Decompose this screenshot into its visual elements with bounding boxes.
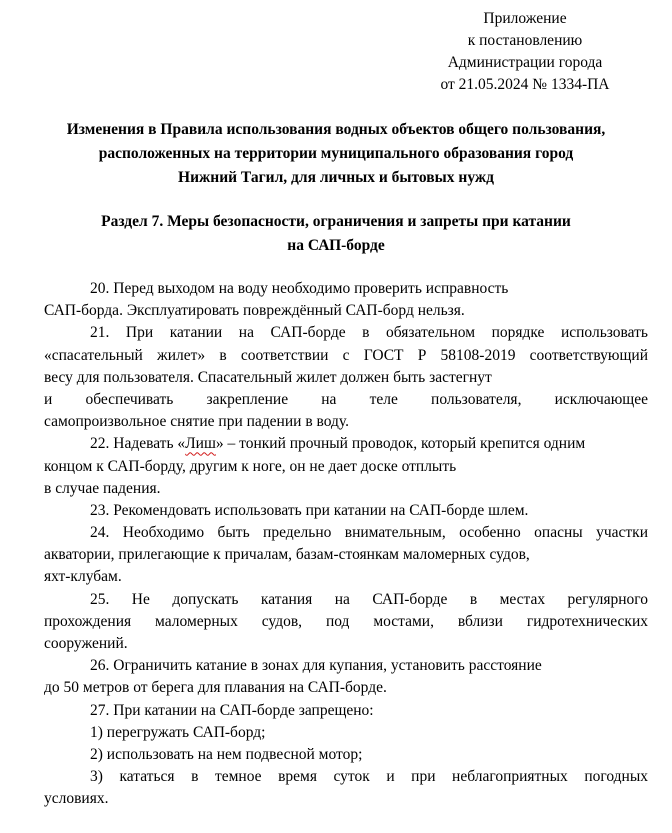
- text-line: условиях.: [44, 790, 109, 808]
- text-line: в случае падения.: [44, 479, 161, 497]
- text-line: 25. Не допускать катания на САП-борде в местах регулярного: [90, 590, 648, 608]
- document-title: [20, 118, 652, 190]
- paragraph-25: [44, 589, 648, 656]
- appendix-line: от 21.05.2024 № 1334-ПА: [440, 76, 610, 93]
- title-line: расположенных на территории муниципального образования город: [98, 145, 574, 162]
- text-fragment: » – тонкий прочный проводок, который крепится одним: [215, 435, 586, 453]
- document-body: [44, 278, 648, 811]
- appendix-line: Администрации города: [447, 54, 603, 71]
- text-line: прохождения маломерных судов, под мостами, вблизи гидротехнических: [44, 612, 648, 630]
- appendix-block: [400, 8, 650, 96]
- list-item: 2) использовать на нем подвесной мотор;: [90, 745, 363, 763]
- spellcheck-word[interactable]: Лиш: [185, 435, 216, 453]
- paragraph-24: [44, 522, 648, 589]
- title-line: Нижний Тагил, для личных и бытовых нужд: [178, 169, 494, 186]
- text-line: весу для пользователя. Спасательный жилет должен быть застегнут: [44, 368, 492, 386]
- text-line: яхт-клубам.: [44, 568, 122, 586]
- text-line: 26. Ограничить катание в зонах для купания, установить расстояние: [90, 657, 542, 675]
- text-line: сооружений.: [44, 635, 128, 652]
- text-fragment: 22. Надевать «: [90, 435, 186, 453]
- text-line: самопроизвольное снятие при падении в воду.: [44, 413, 349, 431]
- list-item: 3) кататься в темное время суток и при неблагоприятных погодных: [90, 768, 648, 786]
- text-line: «спасательный жилет» в соответствии с ГОСТ Р 58108-2019 соответствующий: [44, 346, 648, 364]
- paragraph-26: [44, 655, 648, 699]
- text-line: до 50 метров от берега для плавания на САП-борде.: [44, 679, 387, 697]
- text-line: и обеспечивать закрепление на теле пользователя, исключающее: [44, 390, 648, 408]
- text-line: САП-борда. Эксплуатировать повреждённый САП-борд нельзя.: [44, 302, 465, 320]
- paragraph-20: [44, 278, 648, 322]
- text-line: 23. Рекомендовать использовать при катании на САП-борде шлем.: [90, 501, 529, 519]
- text-line: 24. Необходимо быть предельно внимательным, особенно опасны участки: [90, 524, 648, 542]
- appendix-line: к постановлению: [467, 32, 583, 49]
- paragraph-27: [44, 700, 648, 811]
- text-line: [44, 433, 648, 455]
- text-line: 20. Перед выходом на воду необходимо проверить исправность: [90, 280, 509, 297]
- paragraph-22: [44, 433, 648, 500]
- text-line: 21. При катании на САП-борде в обязательном порядке использовать: [90, 324, 648, 342]
- list-item: 1) перегружать САП-борд;: [90, 723, 266, 741]
- paragraph-23: [44, 500, 648, 522]
- section-line: на САП-борде: [287, 237, 385, 254]
- text-line: концом к САП-борду, другим к ноге, он не дает доске отплыть: [44, 457, 457, 475]
- text-line: акватории, прилегающие к причалам, базам-стоянкам маломерных судов,: [44, 546, 530, 564]
- section-line: Раздел 7. Меры безопасности, ограничения и запреты при катании: [101, 213, 571, 230]
- section-heading: [20, 210, 652, 258]
- title-line: Изменения в Правила использования водных объектов общего пользования,: [66, 121, 606, 138]
- paragraph-21: [44, 322, 648, 433]
- text-line: 27. При катании на САП-борде запрещено:: [90, 701, 374, 719]
- appendix-line: Приложение: [483, 10, 567, 27]
